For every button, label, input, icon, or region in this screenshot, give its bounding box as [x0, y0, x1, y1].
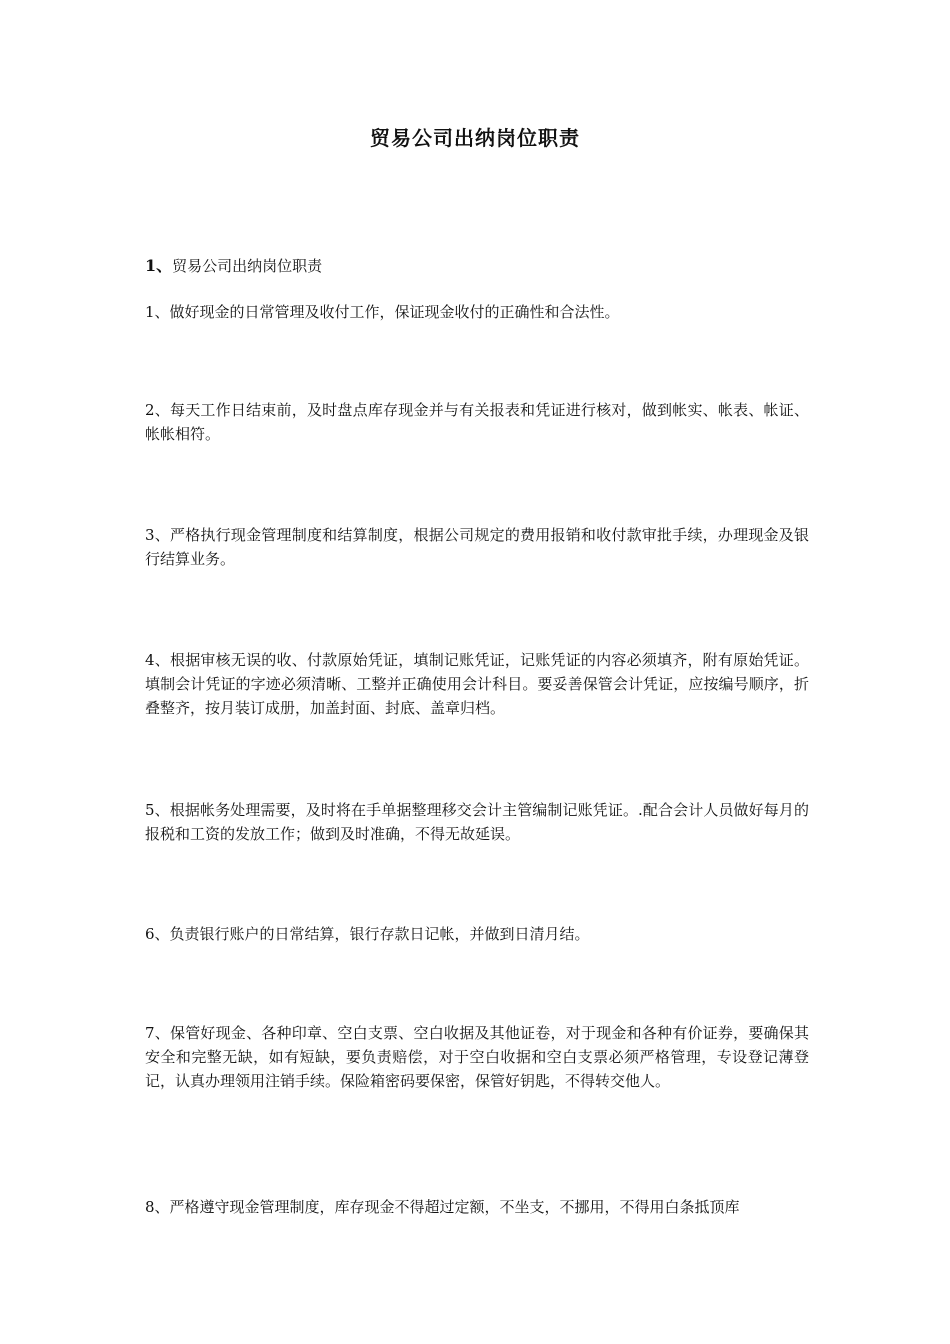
duty-paragraph-3: 3、严格执行现金管理制度和结算制度，根据公司规定的费用报销和收付款审批手续，办理现金及银行结算业务。 [145, 526, 809, 568]
duty-paragraph-7: 7、保管好现金、各种印章、空白支票、空白收据及其他证卷，对于现金和各种有价证券，要确保其安全和完整无缺，如有短缺，要负责赔偿，对于空白收据和空白支票必须严格管理，专设登记薄登记，认真办理领用注销手续。保险箱密码要保密，保管好钥匙，不得转交他人。 [145, 1024, 809, 1090]
section-number: 1、 [145, 256, 173, 275]
duty-paragraph-2: 2、每天工作日结束前，及时盘点库存现金并与有关报表和凭证进行核对，做到帐实、帐表、帐证、帐帐相符。 [145, 401, 809, 443]
duty-paragraph-6: 6、负责银行账户的日常结算，银行存款日记帐，并做到日清月结。 [145, 925, 590, 943]
duty-paragraph-8: 8、严格遵守现金管理制度，库存现金不得超过定额，不坐支，不挪用，不得用白条抵顶库 [145, 1198, 740, 1216]
section-heading [145, 253, 322, 276]
section-heading-text: 贸易公司出纳岗位职责 [172, 257, 323, 275]
duty-paragraph-1: 1、做好现金的日常管理及收付工作，保证现金收付的正确性和合法性。 [145, 303, 620, 321]
duty-paragraph-4: 4、根据审核无误的收、付款原始凭证，填制记账凭证，记账凭证的内容必须填齐，附有原始凭证。填制会计凭证的字迹必须清晰、工整并正确使用会计科目。要妥善保管会计凭证，应按编号顺序，折叠整齐，按月装订成册，加盖封面、封底、盖章归档。 [145, 651, 809, 717]
document-title: 贸易公司出纳岗位职责 [370, 126, 580, 150]
duty-paragraph-5: 5、根据帐务处理需要，及时将在手单据整理移交会计主管编制记账凭证。.配合会计人员做好每月的报税和工资的发放工作；做到及时准确，不得无故延误。 [145, 801, 809, 843]
